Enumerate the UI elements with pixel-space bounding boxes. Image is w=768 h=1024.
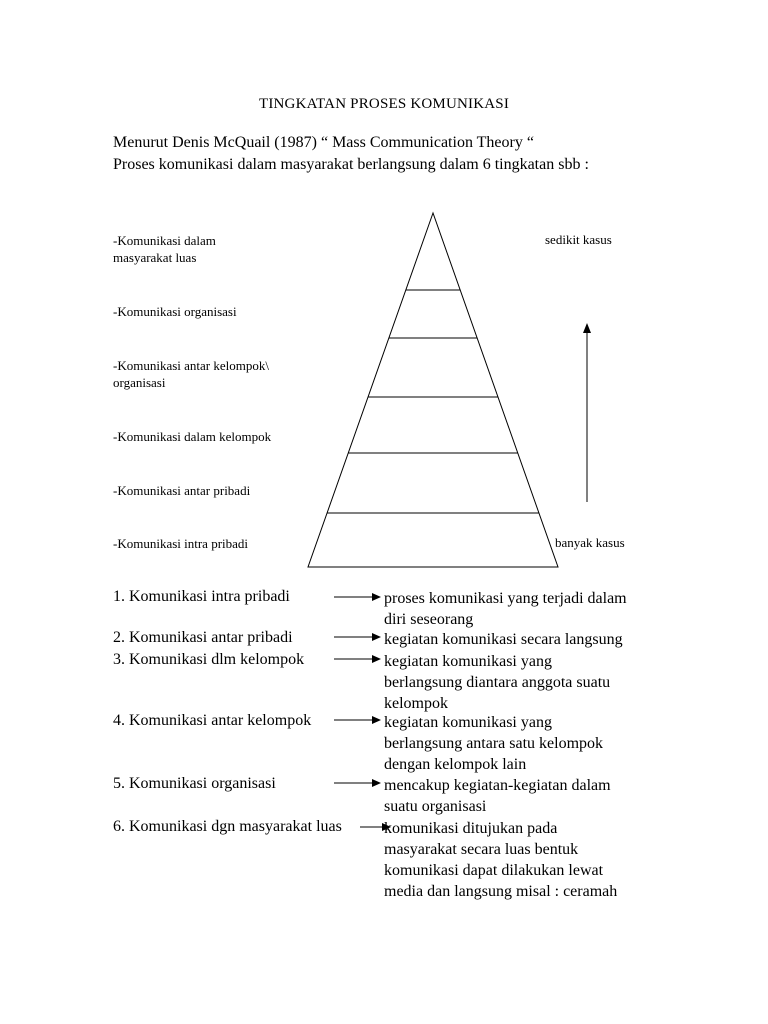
level-label-masyarakat-luas: -Komunikasi dalam masyarakat luas — [113, 233, 216, 265]
item-arrowhead — [372, 633, 381, 641]
level-label-organisasi: -Komunikasi organisasi — [113, 304, 237, 319]
level-label-antar-pribadi: -Komunikasi antar pribadi — [113, 483, 251, 498]
item-label-3: 3. Komunikasi dlm kelompok — [113, 651, 305, 668]
scale-arrow-head — [583, 323, 591, 333]
item-desc-5: mencakup kegiatan-kegiatan dalam suatu organisasi — [384, 777, 611, 815]
item-arrowhead — [372, 655, 381, 663]
scale-top-label: sedikit kasus — [545, 232, 612, 247]
item-desc-4: kegiatan komunikasi yang berlangsung antara satu kelompok dengan kelompok lain — [384, 714, 604, 773]
page-title: TINGKATAN PROSES KOMUNIKASI — [258, 96, 510, 112]
item-arrowhead — [372, 593, 381, 601]
pyramid-outline — [308, 213, 558, 567]
level-label-dalam-kelompok: -Komunikasi dalam kelompok — [113, 429, 272, 444]
item-desc-2: kegiatan komunikasi secara langsung — [384, 631, 623, 648]
item-label-1: 1. Komunikasi intra pribadi — [113, 588, 290, 605]
item-label-4: 4. Komunikasi antar kelompok — [113, 712, 312, 729]
item-label-5: 5. Komunikasi organisasi — [113, 775, 276, 792]
item-desc-6: komunikasi ditujukan pada masyarakat secara luas bentuk komunikasi dapat dilakukan lewat media dan langsung misal : ceramah — [384, 820, 618, 900]
item-arrowhead — [372, 716, 381, 724]
intro-description-line: Proses komunikasi dalam masyarakat berlangsung dalam 6 tingkatan sbb : — [113, 156, 589, 173]
intro-source-line: Menurut Denis McQuail (1987) “ Mass Communication Theory “ — [113, 134, 534, 151]
item-desc-3: kegiatan komunikasi yang berlangsung diantara anggota suatu kelompok — [384, 653, 611, 712]
item-label-6: 6. Komunikasi dgn masyarakat luas — [113, 818, 342, 835]
level-label-antar-kelompok: -Komunikasi antar kelompok\ organisasi — [113, 358, 269, 390]
level-label-intra-pribadi: -Komunikasi intra pribadi — [113, 536, 249, 551]
item-arrowhead — [372, 779, 381, 787]
scale-bottom-label: banyak kasus — [555, 535, 625, 550]
item-label-2: 2. Komunikasi antar pribadi — [113, 629, 293, 646]
item-desc-1: proses komunikasi yang terjadi dalam diri seseorang — [384, 590, 627, 628]
